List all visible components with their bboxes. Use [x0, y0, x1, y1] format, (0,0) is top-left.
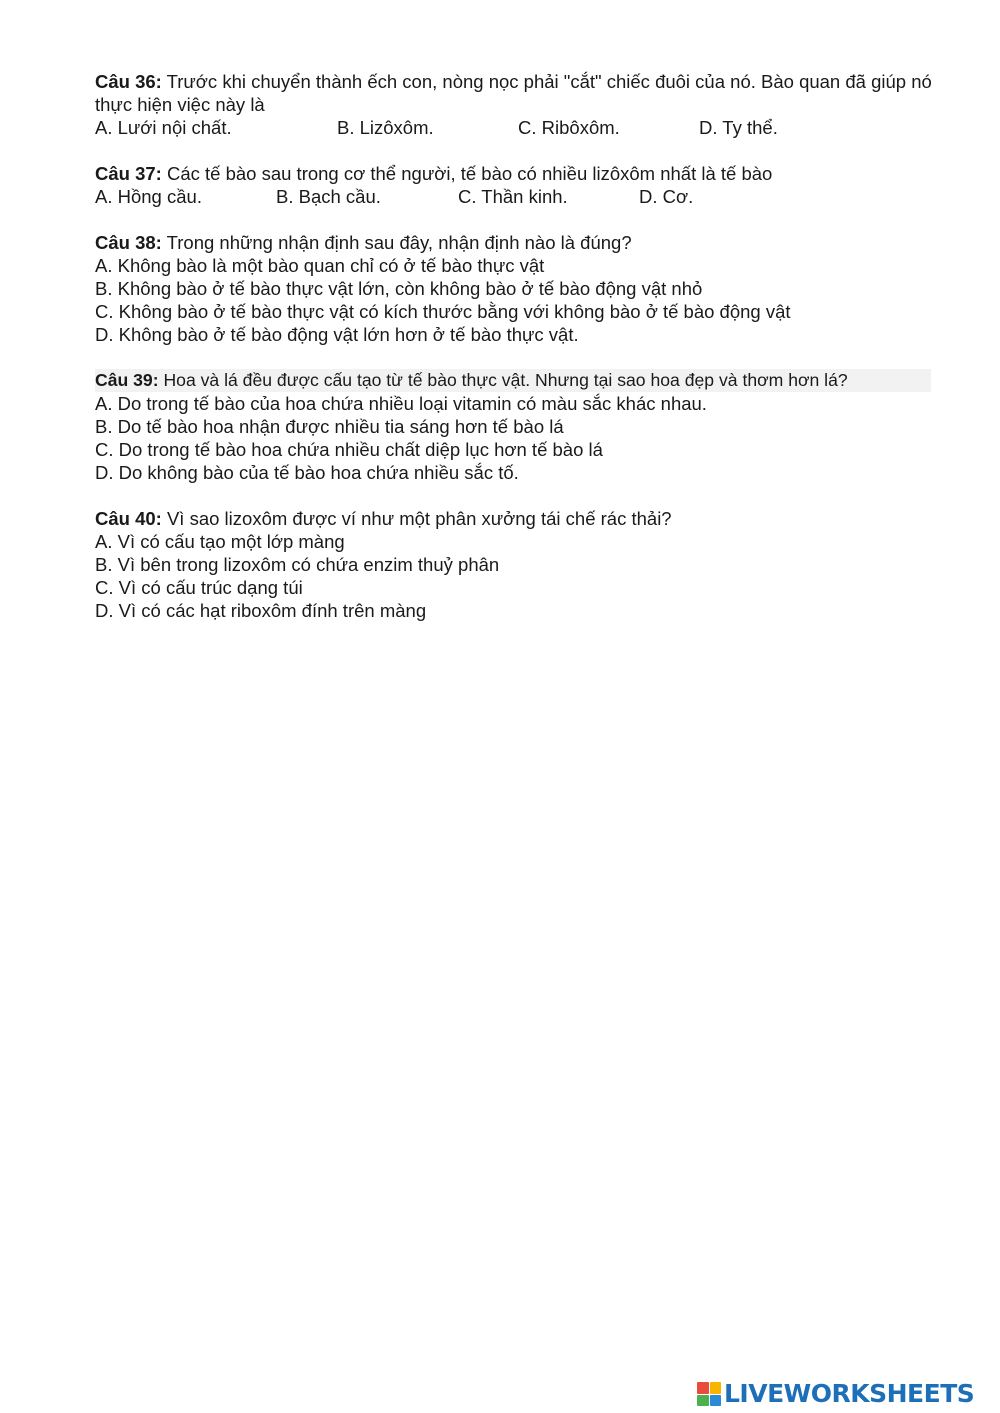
- question-37-text: [95, 162, 935, 185]
- question-40-text: [95, 507, 935, 530]
- logo-cell-l: [697, 1382, 709, 1394]
- liveworksheets-wordmark: LIVEWORKSHEETS: [724, 1379, 975, 1408]
- question-39-option-b[interactable]: B. Do tế bào hoa nhận được nhiều tia sáng hơn tế bào lá: [95, 416, 564, 437]
- question-36: [95, 70, 935, 139]
- question-40-option-d[interactable]: D. Vì có các hạt riboxôm đính trên màng: [95, 600, 427, 621]
- question-37-options: [95, 185, 935, 208]
- question-40-body: Vì sao lizoxôm được ví như một phân xưởng tái chế rác thải?: [161, 508, 672, 529]
- question-37-label: Câu 37:: [95, 163, 162, 184]
- question-38-text: [95, 231, 935, 254]
- question-38: [95, 231, 935, 346]
- question-38-option-b[interactable]: B. Không bào ở tế bào thực vật lớn, còn không bào ở tế bào động vật nhỏ: [95, 278, 703, 299]
- logo-cell-i: [710, 1382, 722, 1394]
- question-39-option-a[interactable]: A. Do trong tế bào của hoa chứa nhiều loại vitamin có màu sắc khác nhau.: [95, 393, 707, 414]
- question-39-highlight: [95, 369, 931, 392]
- worksheet-page: [95, 70, 935, 645]
- question-39-label: Câu 39:: [95, 370, 159, 390]
- question-40-option-a[interactable]: A. Vì có cấu tạo một lớp màng: [95, 531, 345, 552]
- question-38-option-d[interactable]: D. Không bào ở tế bào động vật lớn hơn ở tế bào thực vật.: [95, 324, 579, 345]
- question-36-option-b[interactable]: B. Lizôxôm.: [337, 117, 434, 138]
- question-36-option-d[interactable]: D. Ty thể.: [699, 117, 778, 138]
- liveworksheets-logo-icon: [697, 1382, 721, 1406]
- question-40-option-b[interactable]: B. Vì bên trong lizoxôm có chứa enzim thuỷ phân: [95, 554, 500, 575]
- question-40-options: [95, 530, 935, 622]
- question-38-option-a[interactable]: A. Không bào là một bào quan chỉ có ở tế bào thực vật: [95, 255, 545, 276]
- question-39-options: [95, 392, 935, 484]
- question-37-option-c[interactable]: C. Thần kinh.: [458, 186, 568, 207]
- question-38-options: [95, 254, 935, 346]
- question-36-label: Câu 36:: [95, 71, 162, 92]
- question-37-option-a[interactable]: A. Hồng cầu.: [95, 186, 202, 207]
- question-39: [95, 369, 935, 484]
- question-39-body: Hoa và lá đều được cấu tạo từ tế bào thực vật. Nhưng tại sao hoa đẹp và thơm hơn lá?: [158, 370, 848, 390]
- question-36-option-a[interactable]: A. Lưới nội chất.: [95, 117, 232, 138]
- question-37-option-d[interactable]: D. Cơ.: [639, 186, 694, 207]
- question-36-text: [95, 70, 935, 116]
- question-37-option-b[interactable]: B. Bạch cầu.: [276, 186, 381, 207]
- question-36-options: [95, 116, 935, 139]
- question-37-body: Các tế bào sau trong cơ thể người, tế bào có nhiều lizôxôm nhất là tế bào: [161, 163, 773, 184]
- logo-cell-v: [697, 1395, 709, 1407]
- question-37: [95, 162, 935, 208]
- logo-cell-e: [710, 1395, 722, 1407]
- question-36-body: Trước khi chuyển thành ếch con, nòng nọc phải "cắt" chiếc đuôi của nó. Bào quan đã giúp nó thực hiện việc này là: [95, 71, 932, 115]
- question-36-option-c[interactable]: C. Ribôxôm.: [518, 117, 620, 138]
- question-39-option-c[interactable]: C. Do trong tế bào hoa chứa nhiều chất diệp lục hơn tế bào lá: [95, 439, 603, 460]
- question-38-option-c[interactable]: C. Không bào ở tế bào thực vật có kích thước bằng với không bào ở tế bào động vật: [95, 301, 791, 322]
- question-40-label: Câu 40:: [95, 508, 162, 529]
- question-40: [95, 507, 935, 622]
- question-39-option-d[interactable]: D. Do không bào của tế bào hoa chứa nhiều sắc tố.: [95, 462, 519, 483]
- question-38-body: Trong những nhận định sau đây, nhận định nào là đúng?: [161, 232, 632, 253]
- question-38-label: Câu 38:: [95, 232, 162, 253]
- question-40-option-c[interactable]: C. Vì có cấu trúc dạng túi: [95, 577, 303, 598]
- question-39-text: [95, 369, 931, 392]
- liveworksheets-brand: [697, 1379, 974, 1409]
